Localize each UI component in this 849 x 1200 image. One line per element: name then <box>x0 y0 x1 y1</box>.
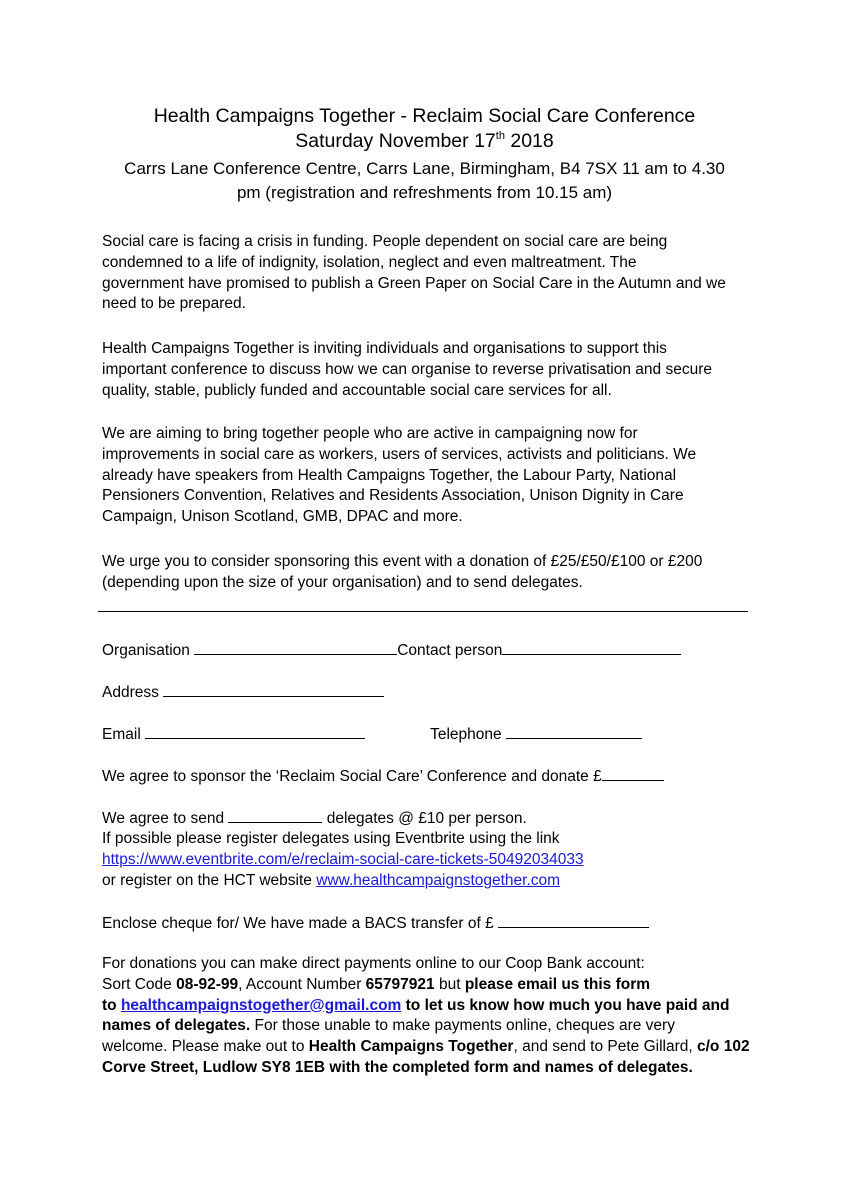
contact-person-field[interactable] <box>502 639 681 655</box>
date-year: 2018 <box>504 130 554 152</box>
form-row-sponsor <box>102 765 664 787</box>
let-us-know-text: to let us know how much you have paid and <box>401 996 730 1014</box>
paragraph-line: quality, stable, publicly funded and accountable social care services for all. <box>102 381 612 399</box>
conference-venue <box>90 157 759 205</box>
paragraph-line: We are aiming to bring together people who are active in campaigning now for <box>102 425 638 442</box>
venue-line-1: Carrs Lane Conference Centre, Carrs Lane, Birmingham, B4 7SX 11 am to 4.30 <box>124 159 725 178</box>
paragraph-line: need to be prepared. <box>102 295 246 313</box>
eventbrite-link[interactable]: https://www.eventbrite.com/e/reclaim-social-care-tickets-50492034033 <box>102 851 584 868</box>
postal-address-rest: Corve Street, Ludlow SY8 1EB with the completed form and names of delegates. <box>102 1058 693 1076</box>
address-field[interactable] <box>163 681 384 697</box>
telephone-label: Telephone <box>430 726 506 743</box>
donation-amount-field[interactable] <box>602 765 664 781</box>
payee-name: Health Campaigns Together <box>308 1038 514 1056</box>
payee-line <box>102 1037 762 1058</box>
paragraph-invitation <box>102 339 752 401</box>
account-number: 65797921 <box>365 975 435 993</box>
cheque-text: Enclose cheque for/ We have made a BACS transfer of £ <box>102 915 499 932</box>
date-ordinal: th <box>495 129 505 142</box>
paragraph-line: condemned to a life of indignity, isolation, neglect and even maltreatment. The <box>102 253 637 271</box>
form-row-payment <box>102 912 649 934</box>
payment-amount-field[interactable] <box>498 912 649 928</box>
contact-person-label: Contact person <box>397 642 503 659</box>
paragraph-line: Social care is facing a crisis in funding. People dependent on social care are being <box>102 233 668 250</box>
hct-email-link[interactable]: healthcampaignstogether@gmail.com <box>120 996 402 1014</box>
conference-title: Health Campaigns Together - Reclaim Social Care Conference <box>153 105 696 127</box>
website-row <box>102 870 560 891</box>
form-row-organisation <box>102 639 681 661</box>
delegates-line <box>102 1016 762 1037</box>
delegates-count-field[interactable] <box>228 807 322 823</box>
paragraph-line: We urge you to consider sponsoring this event with a donation of £25/£50/£100 or £200 <box>102 553 703 570</box>
paragraph-line: Health Campaigns Together is inviting individuals and organisations to support this <box>102 340 667 357</box>
date-prefix: Saturday November 17 <box>295 130 496 152</box>
paragraph-sponsorship <box>102 552 752 594</box>
paragraph-line: Pensioners Convention, Relatives and Residents Association, Unison Dignity in Care <box>102 487 684 505</box>
but-text: but <box>434 975 465 993</box>
donations-intro: For donations you can make direct payments online to our Coop Bank account: <box>102 955 645 972</box>
website-prefix: or register on the HCT website <box>102 872 317 889</box>
form-row-delegates <box>102 807 527 829</box>
hct-website-link[interactable]: www.healthcampaignstogether.com <box>316 872 561 889</box>
telephone-field[interactable] <box>506 723 642 739</box>
welcome-text: welcome. Please make out to <box>102 1038 309 1056</box>
section-divider <box>98 611 748 612</box>
organisation-field[interactable] <box>194 639 397 655</box>
unable-text: For those unable to make payments online, cheques are very <box>250 1017 675 1035</box>
bank-details-line <box>102 975 762 996</box>
paragraph-line: improvements in social care as workers, users of services, activists and politicians. We <box>102 445 697 463</box>
email-line <box>102 996 762 1017</box>
conference-date <box>90 129 759 154</box>
sort-code-label: Sort Code <box>102 975 177 993</box>
postal-address-start: c/o 102 <box>697 1038 750 1056</box>
address-label: Address <box>102 684 164 701</box>
send-delegates-prefix: We agree to send <box>102 810 229 827</box>
paragraph-line: government have promised to publish a Green Paper on Social Care in the Autumn and we <box>102 274 726 292</box>
register-instructions: If possible please register delegates using Eventbrite using the link <box>102 830 560 847</box>
form-row-address <box>102 681 384 703</box>
email-field[interactable] <box>145 723 365 739</box>
sponsor-text: We agree to sponsor the ‘Reclaim Social Care’ Conference and donate £ <box>102 768 602 785</box>
organisation-label: Organisation <box>102 642 195 659</box>
paragraph-speakers <box>102 424 752 528</box>
postal-address-line <box>102 1058 762 1079</box>
paragraph-line: already have speakers from Health Campaigns Together, the Labour Party, National <box>102 466 677 484</box>
paragraph-line: Campaign, Unison Scotland, GMB, DPAC and more. <box>102 508 463 526</box>
send-to-text: , and send to Pete Gillard, <box>513 1038 697 1056</box>
email-request: please email us this form <box>464 975 651 993</box>
eventbrite-row <box>102 849 584 870</box>
paragraph-line: important conference to discuss how we can organise to reverse privatisation and secure <box>102 360 712 378</box>
email-label: Email <box>102 726 146 743</box>
sort-code: 08-92-99 <box>176 975 239 993</box>
account-label: , Account Number <box>238 975 366 993</box>
document-header <box>90 104 759 205</box>
form-row-contact <box>102 723 642 745</box>
names-of-delegates: names of delegates. <box>102 1017 251 1035</box>
venue-line-2: pm (registration and refreshments from 10.15 am) <box>236 183 613 202</box>
paragraph-crisis <box>102 232 752 315</box>
donation-instructions <box>102 954 762 1079</box>
send-delegates-suffix: delegates @ £10 per person. <box>322 810 527 827</box>
paragraph-line: (depending upon the size of your organisation) and to send delegates. <box>102 573 583 591</box>
to-text: to <box>102 996 121 1014</box>
